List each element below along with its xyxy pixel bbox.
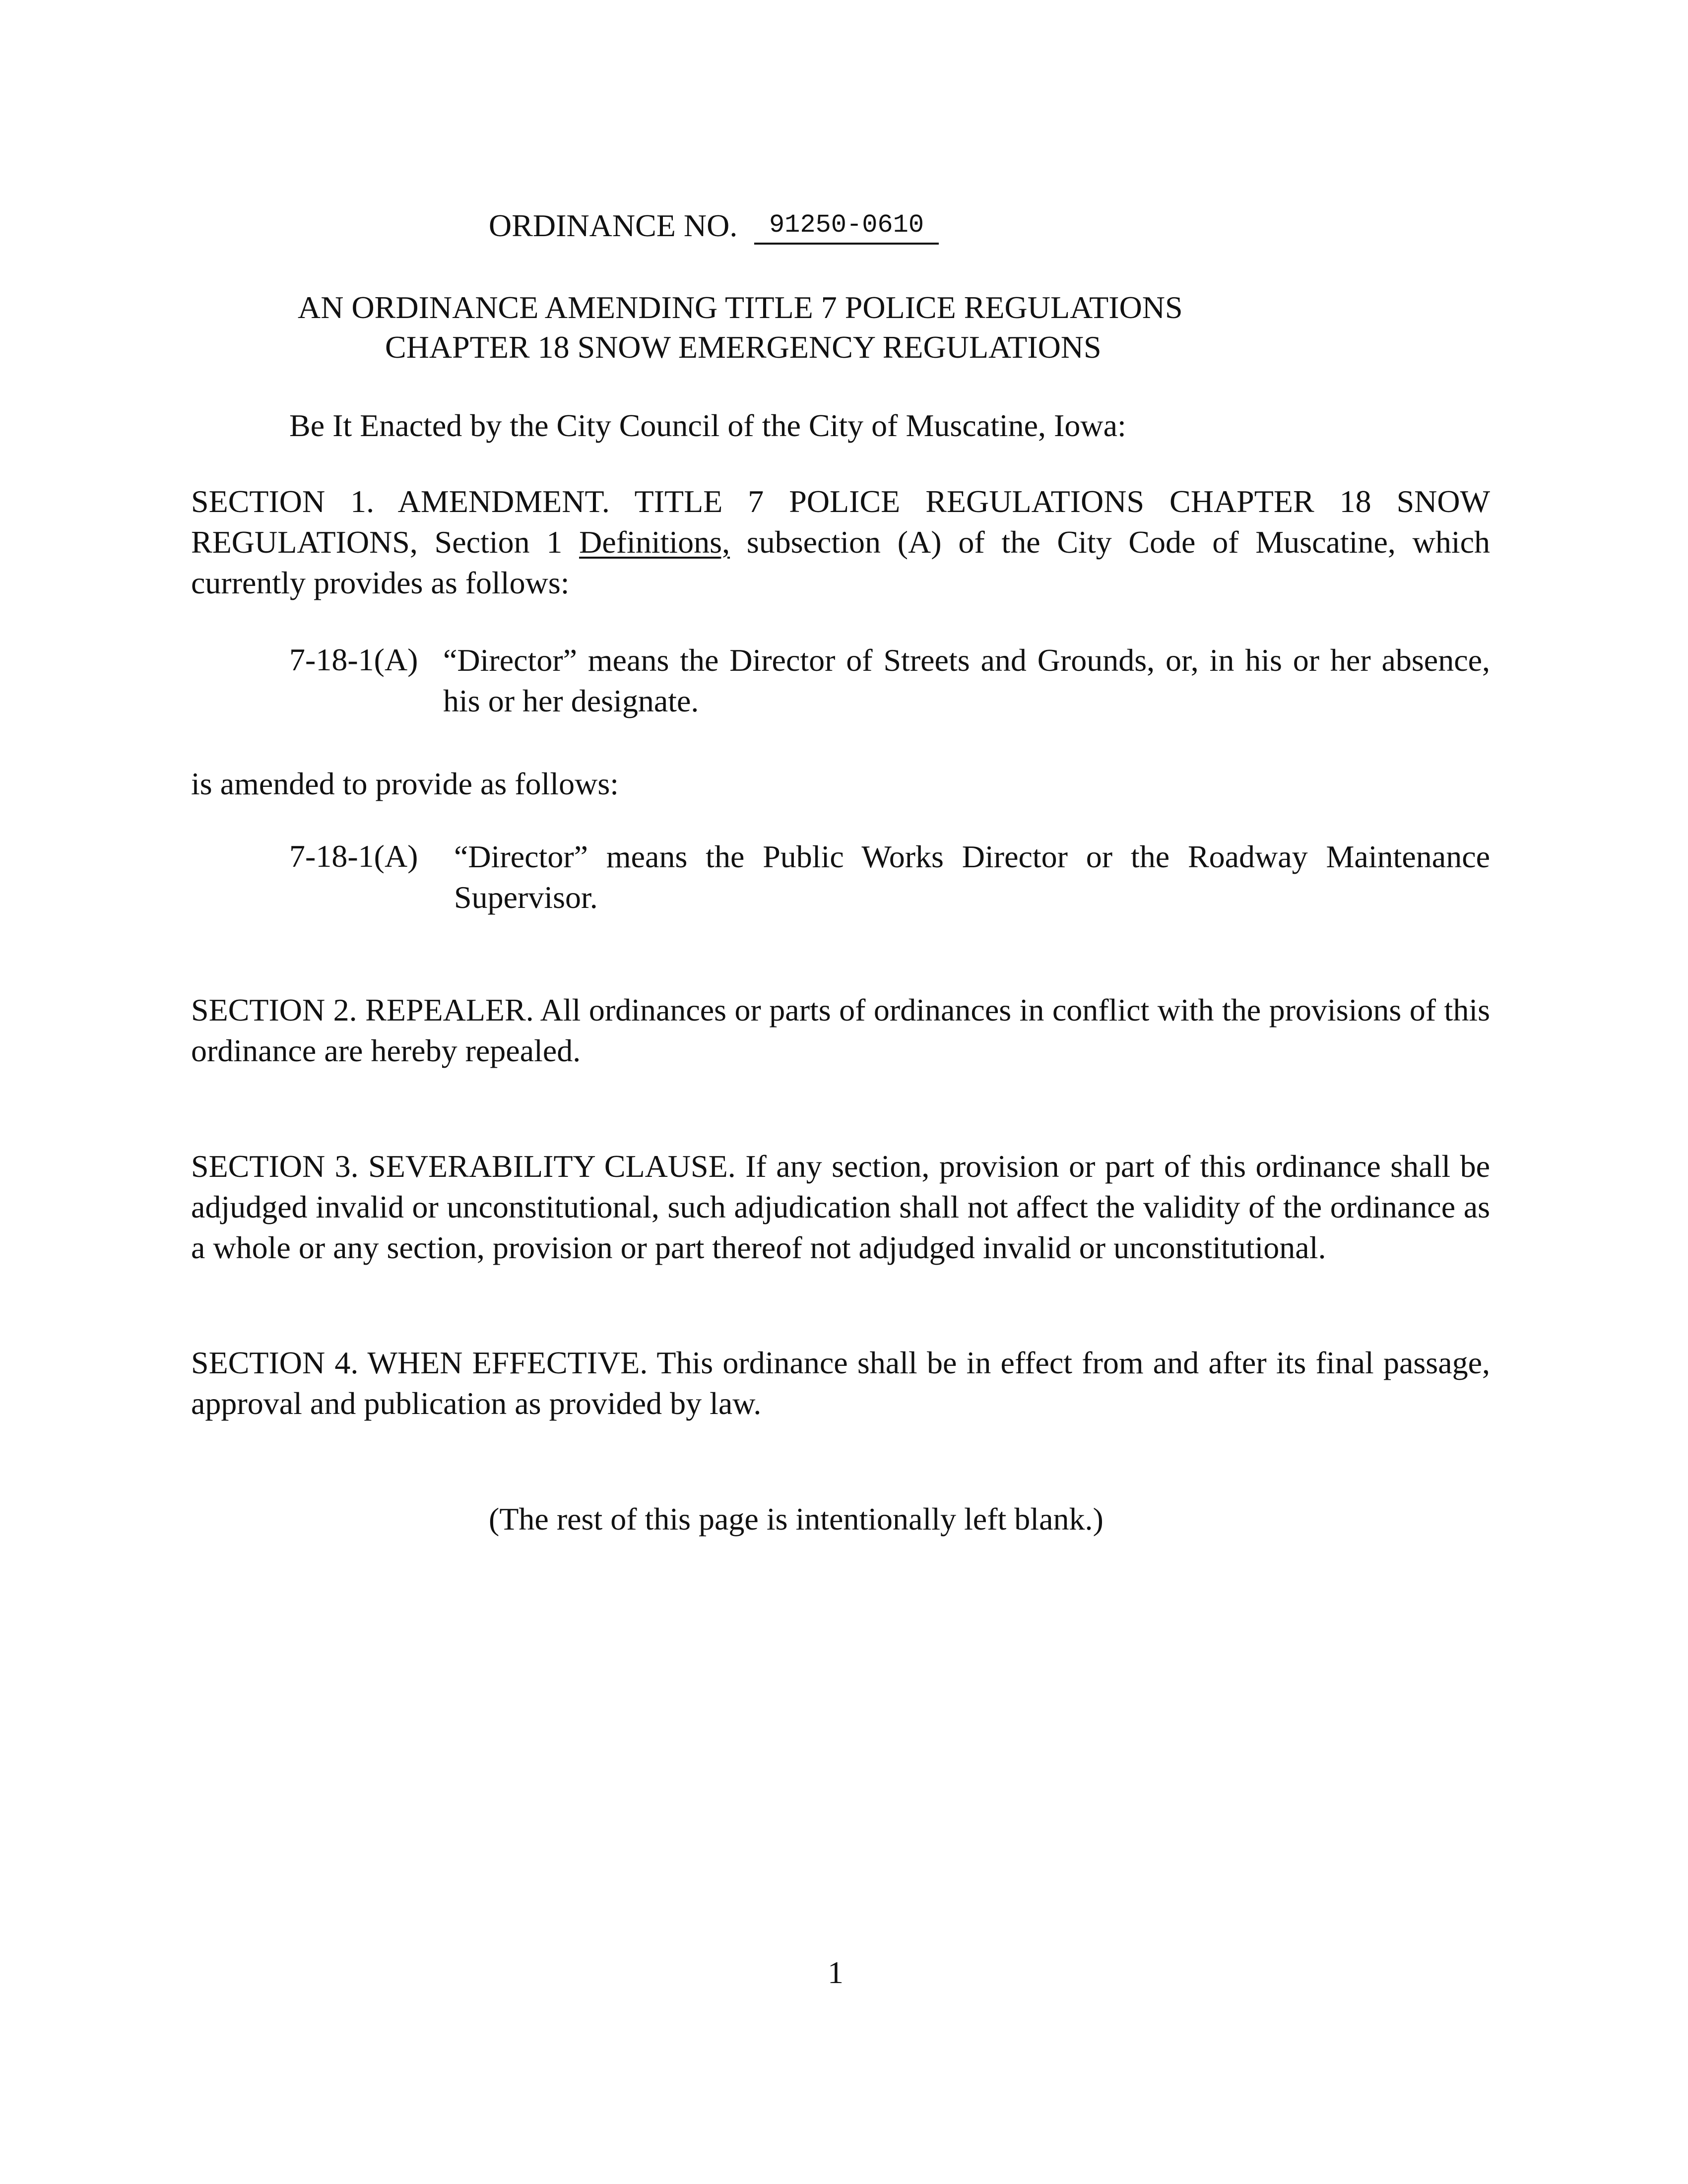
enacting-clause: Be It Enacted by the City Council of the City of Muscatine, Iowa: <box>289 408 1126 443</box>
blank-page-notice: (The rest of this page is intentionally left blank.) <box>489 1501 1104 1537</box>
section-1-definitions-link-text: Definitions, <box>579 524 730 560</box>
ordinance-number-label: ORDINANCE NO. <box>489 208 738 243</box>
section-3-severability: SECTION 3. SEVERABILITY CLAUSE. If any section, provision or part of this ordinance shall be adjudged invalid or unconstitutional, such adjudication shall not affect the validity of the ordinance as a whole or any section, provision or part thereof not adjudged invalid or unconstitutional. <box>191 1149 1490 1265</box>
section-1-lead: SECTION 1. AMENDMENT. TITLE 7 POLICE REGULATIONS CHAPTER 18 SNOW REGULATIONS, Section 1 <box>191 484 1490 560</box>
current-definition-text: “Director” means the Director of Streets and Grounds, or, in his or her absence, his or her designate. <box>443 642 1490 718</box>
ordinance-title-line-2: CHAPTER 18 SNOW EMERGENCY REGULATIONS <box>385 329 1102 365</box>
current-definition-number: 7-18-1(A) <box>289 642 418 677</box>
amended-intro: is amended to provide as follows: <box>191 766 619 801</box>
section-4-when-effective: SECTION 4. WHEN EFFECTIVE. This ordinance shall be in effect from and after its final passage, approval and publication as provided by law. <box>191 1345 1490 1421</box>
page-number: 1 <box>828 1955 844 1990</box>
ordinance-number-value: 91250-0610 <box>754 209 939 245</box>
amended-definition-number: 7-18-1(A) <box>289 838 418 874</box>
section-1-amendment <box>191 481 1490 603</box>
section-1-tail: subsection (A) of the City Code of Muscatine, which currently provides as follows: <box>191 524 1490 600</box>
ordinance-title-line-1: AN ORDINANCE AMENDING TITLE 7 POLICE REGULATIONS <box>298 290 1183 325</box>
section-2-repealer: SECTION 2. REPEALER. All ordinances or parts of ordinances in conflict with the provisions of this ordinance are hereby repealed. <box>191 992 1490 1068</box>
amended-definition-text: “Director” means the Public Works Director or the Roadway Maintenance Supervisor. <box>454 839 1490 915</box>
